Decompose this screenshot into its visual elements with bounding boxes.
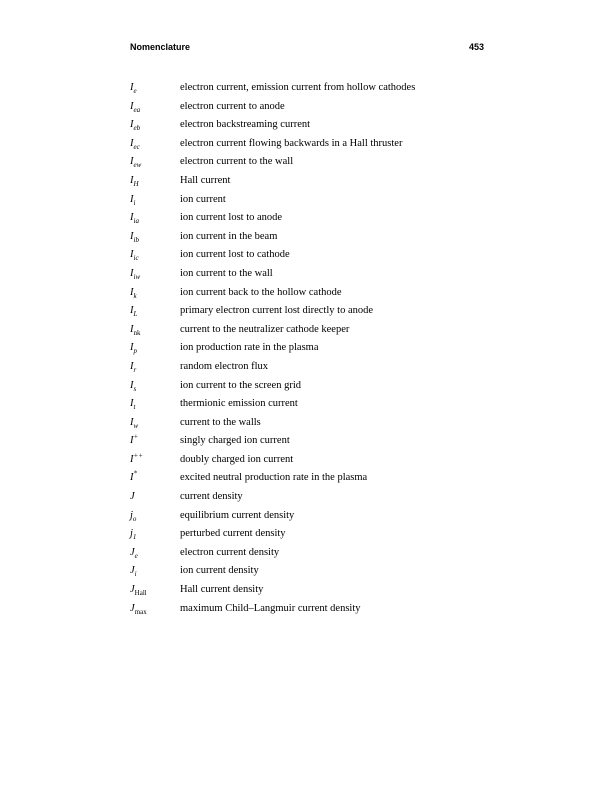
symbol-base: J (130, 491, 135, 503)
symbol (130, 603, 147, 614)
symbol (130, 451, 143, 465)
symbol-base: I (130, 323, 134, 335)
symbol-base: I (130, 435, 134, 447)
nomenclature-entry (130, 547, 490, 566)
symbol-base: j (130, 528, 133, 540)
symbol-base: I (130, 360, 134, 372)
symbol-subscript: ew (133, 161, 142, 170)
nomenclature-entry (130, 324, 490, 343)
symbol-subscript: ec (133, 142, 140, 151)
symbol (130, 287, 137, 298)
symbol-subscript: nk (133, 328, 141, 337)
symbol-base: I (130, 156, 134, 168)
nomenclature-entry (130, 287, 490, 306)
symbol (130, 342, 137, 356)
symbol-subscript: L (133, 310, 138, 319)
symbol-base: J (130, 584, 135, 596)
nomenclature-entry (130, 342, 490, 361)
symbol-subscript: 1 (132, 533, 137, 542)
nomenclature-entry (130, 231, 490, 250)
definition: ion current lost to cathode (180, 249, 290, 261)
nomenclature-entry (130, 212, 490, 231)
symbol-subscript: ib (133, 235, 139, 244)
symbol (130, 432, 139, 447)
symbol-subscript: ea (133, 105, 141, 114)
symbol (130, 138, 140, 149)
symbol (130, 267, 141, 282)
definition: singly charged ion current (180, 435, 290, 447)
definition: maximum Child–Langmuir current density (180, 602, 361, 614)
symbol (130, 119, 141, 133)
nomenclature-entry (130, 451, 490, 473)
definition: ion current to the screen grid (180, 379, 301, 391)
symbol-subscript: max (134, 607, 147, 616)
symbol (130, 469, 137, 484)
nomenclature-entry (130, 194, 490, 213)
symbol-subscript: o (132, 514, 137, 523)
symbol (130, 82, 137, 96)
nomenclature-entry (130, 361, 490, 380)
symbol (130, 417, 138, 428)
definition: doubly charged ion current (180, 453, 294, 465)
symbol-subscript: H (133, 180, 139, 189)
definition: electron current density (180, 546, 280, 558)
symbol-base: I (130, 398, 134, 410)
symbol (130, 584, 147, 598)
nomenclature-entry (130, 380, 490, 399)
definition: electron backstreaming current (180, 119, 311, 131)
symbol-base: I (130, 212, 134, 224)
nomenclature-entry (130, 584, 490, 603)
nomenclature-entry (130, 491, 490, 510)
symbol-base: I (130, 472, 134, 484)
nomenclature-entry (130, 175, 490, 194)
symbol (130, 305, 138, 319)
definition: Hall current density (180, 584, 264, 596)
symbol (130, 565, 137, 579)
symbol (130, 324, 141, 335)
symbol-superscript: + (133, 432, 139, 441)
definition: ion current back to the hollow cathode (180, 286, 342, 298)
symbol-base: I (130, 379, 134, 391)
nomenclature-entry (130, 119, 490, 138)
symbol-base: I (130, 416, 134, 428)
symbol-base: J (130, 546, 135, 558)
symbol-base: I (130, 453, 134, 465)
symbol (130, 212, 139, 226)
definition: electron current to the wall (180, 156, 294, 168)
symbol (130, 249, 139, 263)
symbol (130, 361, 136, 372)
definition: primary electron current lost directly to anode (180, 305, 374, 317)
symbol-base: I (130, 82, 134, 93)
nomenclature-entry (130, 138, 490, 157)
symbol-base: I (130, 174, 134, 186)
symbol-subscript: p (133, 347, 137, 356)
symbol-subscript: t (133, 403, 136, 412)
page-number: 453 (468, 42, 484, 52)
nomenclature-entry (130, 305, 490, 324)
definition: random electron flux (180, 360, 269, 372)
symbol (130, 101, 140, 112)
definition: ion current to the wall (180, 267, 273, 279)
definition: electron current to anode (180, 100, 285, 112)
symbol-subscript: Hall (134, 589, 147, 598)
nomenclature-entry (130, 603, 490, 622)
symbol-subscript: k (133, 291, 137, 300)
nomenclature-entry (130, 249, 490, 268)
symbol-base: I (130, 100, 134, 112)
definition: ion current density (180, 565, 259, 577)
nomenclature-entry (130, 156, 490, 175)
symbol (130, 231, 139, 242)
symbol-subscript: i (134, 570, 137, 579)
symbol (130, 491, 135, 502)
symbol-base: I (130, 286, 134, 298)
definition: ion current (180, 193, 226, 205)
symbol-subscript: eb (133, 124, 141, 133)
nomenclature-entry (130, 417, 490, 436)
symbol (130, 380, 136, 391)
nomenclature-list (130, 82, 490, 621)
symbol-base: I (130, 249, 134, 261)
symbol (130, 156, 142, 170)
symbol-subscript: s (133, 384, 137, 393)
symbol-subscript: r (133, 366, 137, 374)
definition: current to the walls (180, 416, 261, 428)
symbol-base: J (130, 565, 135, 577)
definition: electron current flowing backwards in a Hall thruster (180, 137, 403, 149)
symbol-subscript: ia (133, 217, 139, 226)
symbol-subscript: ic (133, 254, 139, 263)
symbol-subscript: e (133, 87, 137, 96)
definition: ion production rate in the plasma (180, 342, 319, 354)
nomenclature-entry (130, 565, 490, 584)
definition: current density (180, 491, 243, 503)
nomenclature-entry (130, 268, 490, 287)
nomenclature-entry (130, 82, 490, 101)
symbol-base: I (130, 267, 134, 279)
symbol-base: I (130, 230, 134, 242)
nomenclature-entry (130, 432, 490, 454)
definition: equilibrium current density (180, 509, 295, 521)
nomenclature-entry (130, 528, 490, 547)
definition: ion current lost to anode (180, 212, 283, 224)
section-title: Nomenclature (130, 42, 191, 52)
running-header (130, 42, 484, 56)
definition: Hall current (180, 174, 231, 186)
definition: excited neutral production rate in the plasma (180, 472, 368, 484)
symbol-subscript: i (133, 198, 136, 207)
nomenclature-entry (130, 469, 490, 491)
symbol (130, 547, 138, 558)
symbol-base: J (130, 602, 135, 614)
symbol-base: I (130, 305, 134, 317)
symbol (130, 398, 136, 412)
definition: ion current in the beam (180, 230, 278, 242)
symbol-superscript: * (133, 469, 137, 478)
definition: perturbed current density (180, 528, 286, 540)
definition: current to the neutralizer cathode keeper (180, 323, 350, 335)
symbol (130, 510, 136, 521)
symbol-subscript: w (133, 421, 139, 430)
symbol (130, 528, 137, 542)
nomenclature-entry (130, 510, 490, 529)
symbol-base: j (130, 509, 133, 521)
symbol-subscript: iw (133, 273, 141, 282)
symbol-base: I (130, 193, 134, 205)
symbol-subscript: e (134, 551, 138, 560)
symbol-base: I (130, 342, 134, 354)
symbol (130, 194, 135, 205)
symbol-base: I (130, 137, 134, 149)
symbol-base: I (130, 119, 134, 131)
nomenclature-entry (130, 101, 490, 120)
definition: thermionic emission current (180, 398, 298, 410)
nomenclature-entry (130, 398, 490, 417)
symbol (130, 174, 139, 189)
definition: electron current, emission current from hollow cathodes (180, 82, 416, 93)
symbol-superscript: ++ (133, 451, 143, 460)
